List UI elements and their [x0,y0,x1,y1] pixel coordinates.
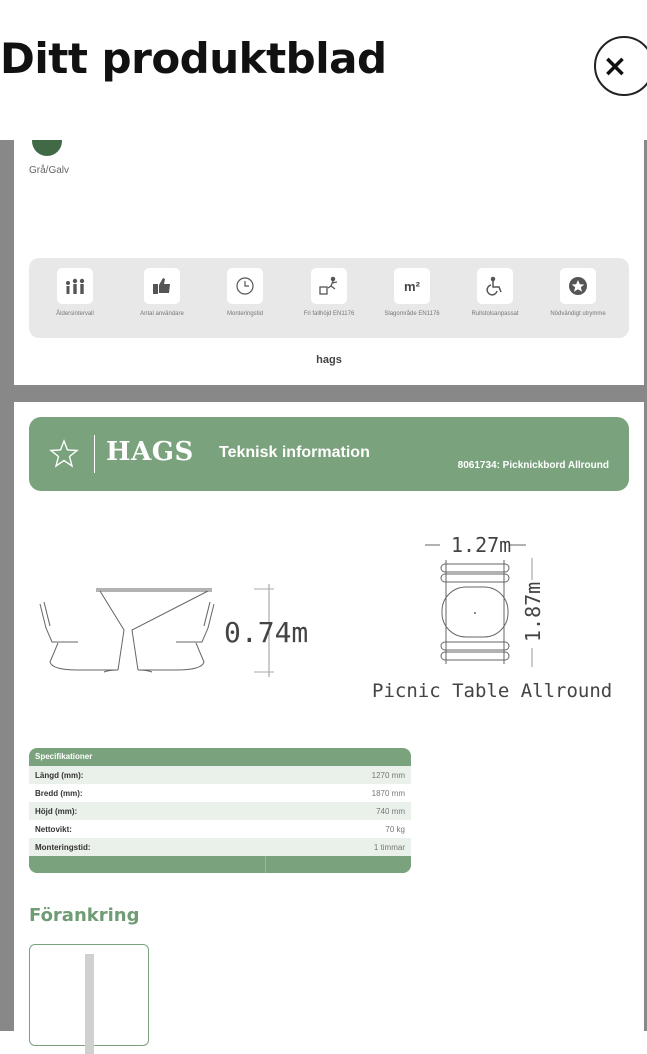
feature-area [374,268,450,319]
length-dimension: 1.87m [521,581,545,642]
feature-wheelchair [457,268,533,319]
banner-divider [94,435,95,473]
document-page-2 [14,402,644,1031]
product-drawing [14,522,644,722]
banner-heading: Teknisk information [219,444,370,461]
table-row: Höjd (mm): 740 mm [29,802,411,820]
width-dimension: 1.27m [451,533,512,557]
close-icon: × [602,48,628,84]
sheet-header [0,0,647,140]
table-row: Nettovikt: 70 kg [35,824,405,834]
feature-users [124,268,200,319]
age-icon [57,268,93,304]
tech-info-banner [29,417,629,491]
wheelchair-icon [477,268,513,304]
feature-space [540,268,616,319]
hags-star-icon [49,439,79,476]
table-row: Bredd (mm): 1870 mm [35,788,405,798]
feature-label: Antal användare [140,311,184,317]
height-dimension: 0.74m [224,616,309,649]
specifications-table [29,748,411,873]
star-icon [560,268,596,304]
document-viewer[interactable] [0,140,647,1031]
feature-icon-panel [29,258,629,338]
feature-label: Åldersintervall [56,311,94,317]
anchoring-heading: Förankring [29,905,140,926]
feature-label: Rullstolsanpassat [471,311,519,317]
table-row: Monteringstid: 1 timmar [29,838,411,856]
feature-label: Fri fallhöjd EN1176 [303,311,355,317]
users-icon [144,268,180,304]
document-page-1 [14,140,644,385]
product-id: 8061734: Picknickbord Allround [457,460,609,471]
feature-label: Monteringstid [226,311,264,317]
specs-title: Specifikationer [29,748,411,766]
table-row: Längd (mm): 1270 mm [29,766,411,784]
close-button[interactable] [594,36,647,96]
feature-fall-height [291,268,367,319]
feature-label: Nödvändigt utrymme [550,311,606,317]
color-label: Grå/Galv [29,165,70,176]
clock-icon [227,268,263,304]
feature-label: Slagområde EN1176 [384,311,440,317]
fall-height-icon [311,268,347,304]
page-title: Ditt produktblad [0,34,387,83]
brand-name: hags [316,354,342,366]
anchor-post-image [85,954,94,1054]
feature-time [207,268,283,319]
feature-age [37,268,113,319]
area-icon: m² [394,268,430,304]
specs-footer [29,856,411,873]
drawing-caption: Picnic Table Allround [372,680,613,702]
hags-logo: HAGS [106,437,194,467]
